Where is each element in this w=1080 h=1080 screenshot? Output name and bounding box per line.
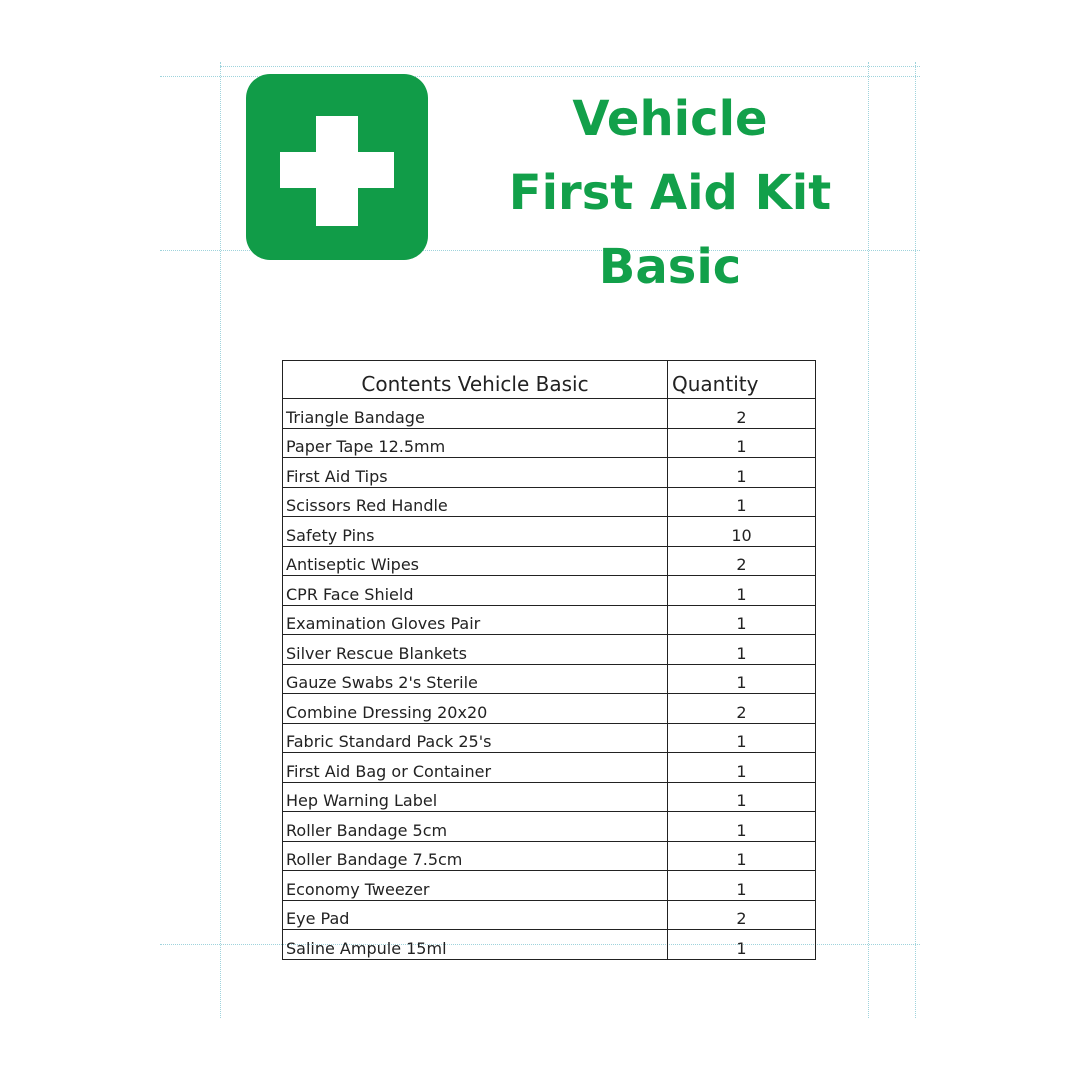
table-row bbox=[283, 930, 816, 960]
item-name: Gauze Swabs 2's Sterile bbox=[283, 664, 668, 694]
item-name: Paper Tape 12.5mm bbox=[283, 428, 668, 458]
item-quantity: 1 bbox=[668, 664, 816, 694]
item-quantity: 1 bbox=[668, 723, 816, 753]
header-quantity: Quantity bbox=[668, 361, 816, 399]
item-quantity: 10 bbox=[668, 517, 816, 547]
layout-guide-line bbox=[915, 62, 916, 1018]
item-quantity: 1 bbox=[668, 753, 816, 783]
table-row bbox=[283, 723, 816, 753]
item-quantity: 1 bbox=[668, 576, 816, 606]
item-name: Triangle Bandage bbox=[283, 399, 668, 429]
item-name: Saline Ampule 15ml bbox=[283, 930, 668, 960]
item-name: Scissors Red Handle bbox=[283, 487, 668, 517]
item-quantity: 1 bbox=[668, 812, 816, 842]
table-row bbox=[283, 458, 816, 488]
item-quantity: 1 bbox=[668, 871, 816, 901]
table-row bbox=[283, 635, 816, 665]
table-row bbox=[283, 841, 816, 871]
item-quantity: 2 bbox=[668, 399, 816, 429]
table-row bbox=[283, 487, 816, 517]
table-row bbox=[283, 664, 816, 694]
title-line-3: Basic bbox=[598, 239, 742, 295]
item-name: Combine Dressing 20x20 bbox=[283, 694, 668, 724]
first-aid-cross-icon bbox=[246, 74, 428, 260]
item-quantity: 1 bbox=[668, 782, 816, 812]
table-row bbox=[283, 871, 816, 901]
table-row bbox=[283, 546, 816, 576]
item-name: First Aid Tips bbox=[283, 458, 668, 488]
table-row bbox=[283, 517, 816, 547]
item-quantity: 1 bbox=[668, 635, 816, 665]
item-quantity: 2 bbox=[668, 900, 816, 930]
title-line-2: First Aid Kit bbox=[508, 165, 832, 221]
page-title bbox=[480, 82, 860, 304]
item-quantity: 1 bbox=[668, 458, 816, 488]
item-quantity: 2 bbox=[668, 694, 816, 724]
item-name: First Aid Bag or Container bbox=[283, 753, 668, 783]
layout-guide-line bbox=[220, 66, 920, 67]
item-name: Roller Bandage 5cm bbox=[283, 812, 668, 842]
table-row bbox=[283, 576, 816, 606]
item-name: Fabric Standard Pack 25's bbox=[283, 723, 668, 753]
item-name: Silver Rescue Blankets bbox=[283, 635, 668, 665]
header-contents: Contents Vehicle Basic bbox=[283, 361, 668, 399]
item-name: Eye Pad bbox=[283, 900, 668, 930]
item-name: Safety Pins bbox=[283, 517, 668, 547]
item-quantity: 1 bbox=[668, 605, 816, 635]
layout-guide-line bbox=[868, 62, 869, 1018]
first-aid-logo bbox=[246, 74, 428, 260]
item-name: Hep Warning Label bbox=[283, 782, 668, 812]
table-row bbox=[283, 900, 816, 930]
item-quantity: 1 bbox=[668, 487, 816, 517]
table-row bbox=[283, 812, 816, 842]
item-quantity: 2 bbox=[668, 546, 816, 576]
table-row bbox=[283, 605, 816, 635]
item-name: Economy Tweezer bbox=[283, 871, 668, 901]
item-name: CPR Face Shield bbox=[283, 576, 668, 606]
table-body bbox=[283, 399, 816, 960]
item-quantity: 1 bbox=[668, 841, 816, 871]
item-quantity: 1 bbox=[668, 930, 816, 960]
item-name: Antiseptic Wipes bbox=[283, 546, 668, 576]
table-row bbox=[283, 428, 816, 458]
table-row bbox=[283, 694, 816, 724]
layout-guide-line bbox=[220, 62, 221, 1018]
item-quantity: 1 bbox=[668, 428, 816, 458]
table-header-row bbox=[283, 361, 816, 399]
item-name: Examination Gloves Pair bbox=[283, 605, 668, 635]
title-line-1: Vehicle bbox=[572, 91, 768, 147]
contents-table bbox=[282, 360, 816, 960]
table-row bbox=[283, 399, 816, 429]
item-name: Roller Bandage 7.5cm bbox=[283, 841, 668, 871]
table-row bbox=[283, 753, 816, 783]
table-row bbox=[283, 782, 816, 812]
